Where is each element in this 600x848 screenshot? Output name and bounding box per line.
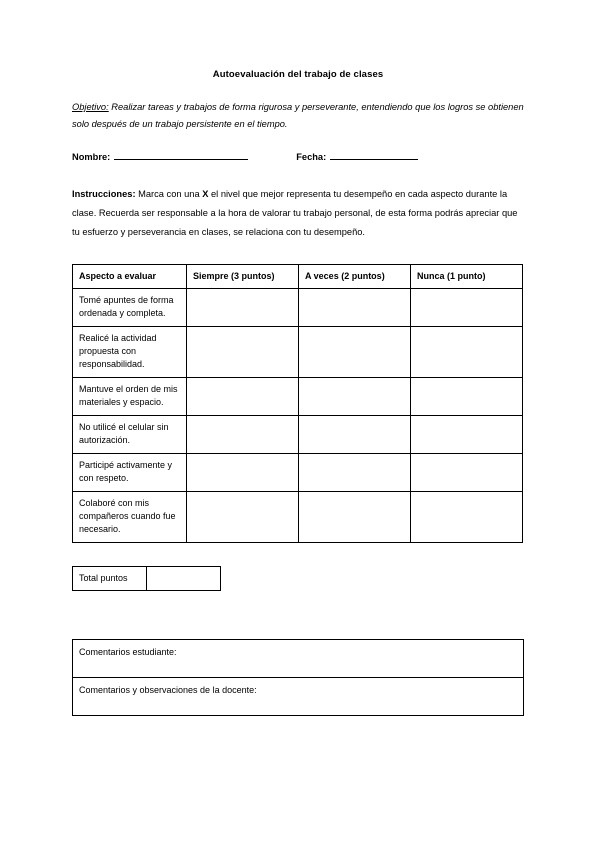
checkbox-cell-nunca[interactable]	[411, 378, 523, 416]
total-points-table	[72, 566, 221, 591]
table-row	[73, 327, 523, 378]
total-points-row	[73, 567, 221, 591]
aspect-label: No utilicé el celular sin autorización.	[73, 416, 187, 454]
column-header-siempre: Siempre (3 puntos)	[187, 265, 299, 289]
student-comment-row	[73, 640, 524, 678]
table-row	[73, 289, 523, 327]
aspect-label: Tomé apuntes de forma ordenada y completa.	[73, 289, 187, 327]
aspect-label: Realicé la actividad propuesta con responsabilidad.	[73, 327, 187, 378]
table-row	[73, 416, 523, 454]
objetivo-paragraph	[72, 99, 524, 133]
checkbox-cell-nunca[interactable]	[411, 327, 523, 378]
instrucciones-paragraph	[72, 185, 524, 242]
table-row	[73, 378, 523, 416]
page-title: Autoevaluación del trabajo de clases	[212, 69, 384, 80]
nombre-input[interactable]	[114, 149, 248, 160]
checkbox-cell-siempre[interactable]	[187, 454, 299, 492]
checkbox-cell-a-veces[interactable]	[299, 492, 411, 543]
checkbox-cell-a-veces[interactable]	[299, 289, 411, 327]
table-header-row	[73, 265, 523, 289]
checkbox-cell-nunca[interactable]	[411, 492, 523, 543]
checkbox-cell-a-veces[interactable]	[299, 454, 411, 492]
checkbox-cell-nunca[interactable]	[411, 416, 523, 454]
checkbox-cell-siempre[interactable]	[187, 378, 299, 416]
nombre-label: Nombre:	[72, 152, 111, 162]
column-header-a-veces: A veces (2 puntos)	[299, 265, 411, 289]
instrucciones-text-part2: el nivel que mejor representa tu desempeño en cada aspecto durante la clase. Recuerda ser responsable a la hora de valorar tu trabajo personal, de esta forma podrás apreciar que tu esfuerzo y perseverancia en clases, se relaciona con tu desempeño.	[72, 189, 518, 237]
student-comment-field[interactable]: Comentarios estudiante:	[73, 640, 524, 678]
aspect-label: Mantuve el orden de mis materiales y espacio.	[73, 378, 187, 416]
aspect-label: Participé activamente y con respeto.	[73, 454, 187, 492]
objetivo-label: Objetivo:	[72, 102, 109, 112]
document-body	[72, 68, 524, 716]
total-points-label: Total puntos	[73, 567, 147, 591]
checkbox-cell-siempre[interactable]	[187, 327, 299, 378]
name-date-row	[72, 149, 524, 165]
checkbox-cell-siempre[interactable]	[187, 289, 299, 327]
fecha-label: Fecha:	[296, 152, 327, 162]
checkbox-cell-nunca[interactable]	[411, 289, 523, 327]
aspect-label: Colaboré con mis compañeros cuando fue necesario.	[73, 492, 187, 543]
checkbox-cell-siempre[interactable]	[187, 416, 299, 454]
instrucciones-mark: X	[202, 189, 209, 199]
checkbox-cell-a-veces[interactable]	[299, 416, 411, 454]
fecha-input[interactable]	[330, 149, 418, 160]
teacher-comment-row	[73, 678, 524, 716]
column-header-aspect: Aspecto a evaluar	[73, 265, 187, 289]
instrucciones-text-part1: Marca con una	[135, 189, 203, 199]
checkbox-cell-a-veces[interactable]	[299, 378, 411, 416]
checkbox-cell-a-veces[interactable]	[299, 327, 411, 378]
comments-table	[72, 639, 524, 716]
teacher-comment-field[interactable]: Comentarios y observaciones de la docente:	[73, 678, 524, 716]
table-row	[73, 492, 523, 543]
objetivo-text: Realizar tareas y trabajos de forma rigurosa y perseverante, entendiendo que los logros se obtienen solo después de un trabajo persistente en el tiempo.	[72, 102, 524, 129]
checkbox-cell-siempre[interactable]	[187, 492, 299, 543]
checkbox-cell-nunca[interactable]	[411, 454, 523, 492]
total-points-value[interactable]	[147, 567, 221, 591]
table-row	[73, 454, 523, 492]
column-header-nunca: Nunca (1 punto)	[411, 265, 523, 289]
evaluation-table	[72, 264, 523, 543]
instrucciones-label: Instrucciones:	[72, 189, 136, 199]
